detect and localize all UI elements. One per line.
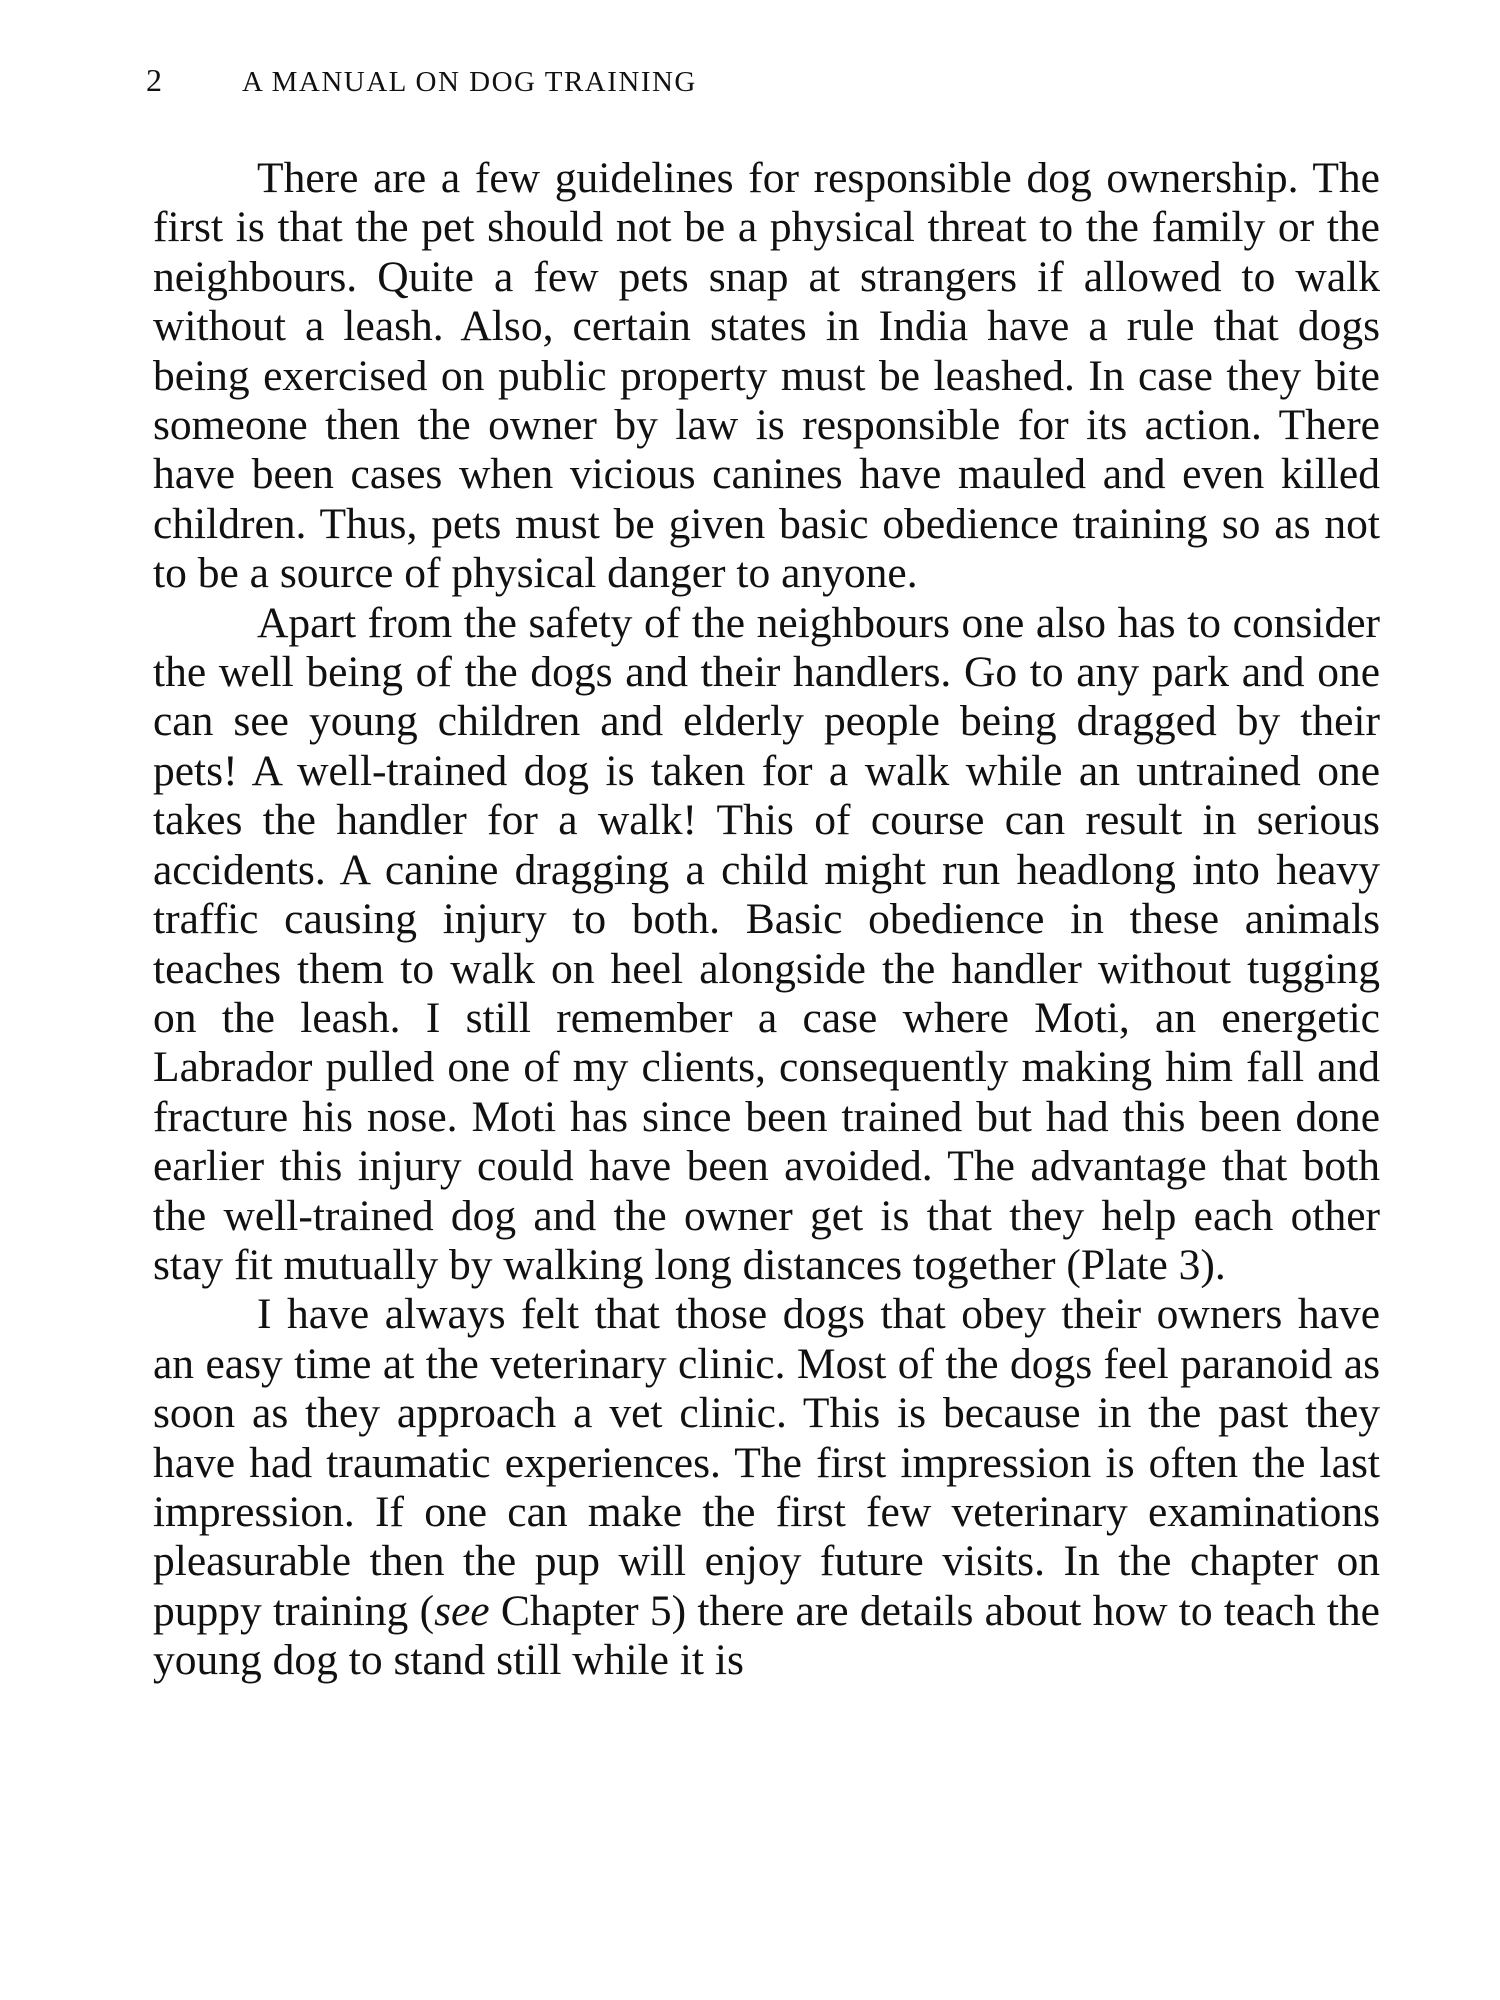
running-head — [146, 60, 1376, 100]
paragraph-safety-and-wellbeing: Apart from the safety of the neighbours one also has to consider the well being of the dogs and their handlers. Go to any park and one can see young children and elderly people being dragged by their pets! A well-trained dog is taken for a walk while an untrained one takes the handler for a walk! This of course can result in serious accidents. A canine dragging a child might run headlong into heavy traffic causing injury to both. Basic obedience in these animals teaches them to walk on heel alongside the handler without tugging on the leash. I still remember a case where Moti, an energetic Labrador pulled one of my clients, consequently making him fall and fracture his nose. Moti has since been trained but had this been done earlier this injury could have been avoided. The advantage that both the well-trained dog and the owner get is that they help each other stay fit mutually by walking long distances together (Plate 3). — [153, 598, 1380, 1289]
paragraph-text-end: Chapter 5) there are details about how to teach the young dog to stand still while it is — [153, 1586, 1380, 1685]
paragraph-veterinary-clinic — [153, 1290, 1380, 1685]
body-text — [153, 154, 1380, 1686]
book-title: A MANUAL ON DOG TRAINING — [242, 66, 697, 98]
paragraph-responsible-ownership: There are a few guidelines for responsible dog ownership. The first is that the pet should not be a physical threat to the family or the neighbours. Quite a few pets snap at strangers if allowed to walk without a leash. Also, certain states in India have a rule that dogs being exercised on public property must be leashed. In case they bite someone then the owner by law is responsible for its action. There have been cases when vicious canines have mauled and even killed children. Thus, pets must be given basic obedience training so as not to be a source of physical danger to anyone. — [153, 154, 1380, 598]
paragraph-text-start: I have always felt that those dogs that obey their owners have an easy time at the veterinary clinic. Most of the dogs feel paranoid as soon as they approach a vet clinic. This is because in the past they have had traumatic experiences. The first impression is often the last impression. If one can make the first few veterinary examinations pleasurable then the pup will enjoy future visits. In the chapter on puppy training ( — [153, 1290, 1380, 1635]
page-number: 2 — [146, 62, 162, 98]
cross-reference-see: see — [434, 1586, 490, 1635]
